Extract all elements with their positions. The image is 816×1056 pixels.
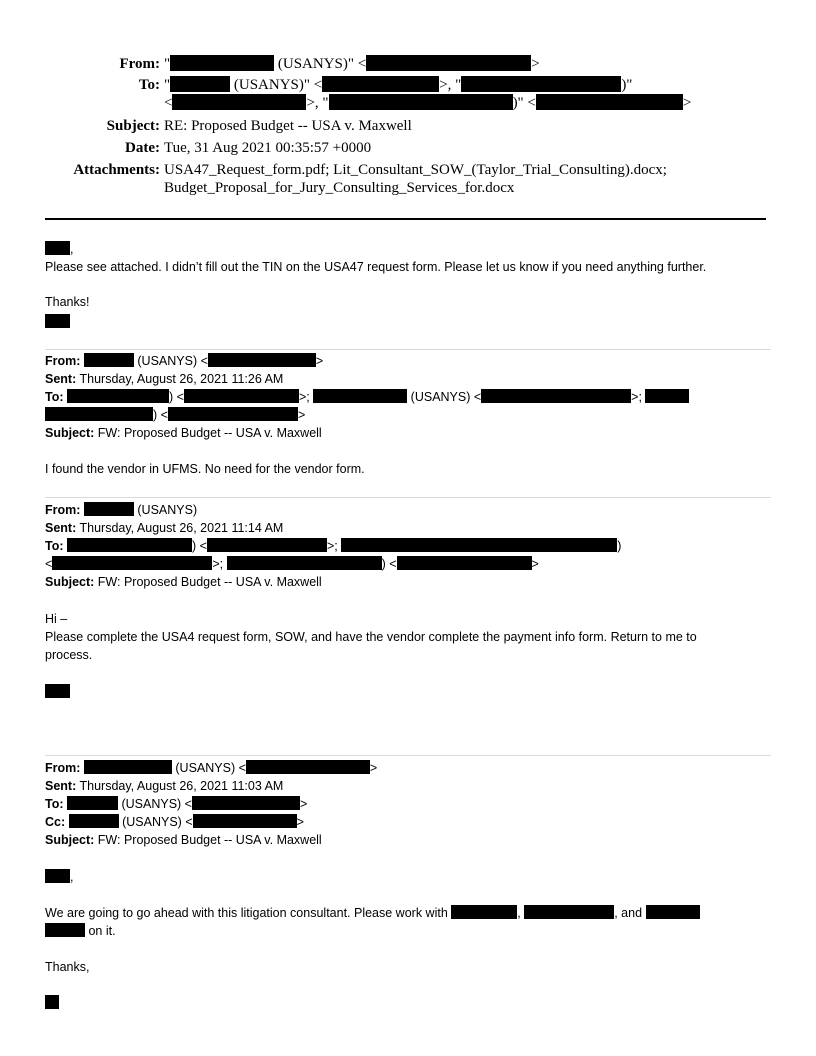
signature-redaction: [45, 314, 70, 328]
message3-body-line2: process.: [45, 648, 93, 662]
header-to-label: To:: [138, 77, 160, 93]
header-date-label: Date:: [125, 140, 160, 156]
header-to-value: " (USANYS)" < >, " )": [164, 77, 633, 93]
message2-to-cont: ) < >: [45, 406, 305, 424]
header-from-value: " (USANYS)" < >: [164, 56, 540, 72]
header-to-label-wrap: [0, 76, 160, 94]
message3-to-cont: < >; ) < >: [45, 557, 539, 571]
message2-subject: Subject: FW: Proposed Budget -- USA v. Maxwell: [45, 426, 322, 440]
redaction: [207, 538, 327, 552]
redaction: [451, 905, 517, 919]
redaction: [52, 556, 212, 570]
message3-greeting: Hi –: [45, 612, 68, 626]
header-date-label-wrap: [0, 139, 160, 157]
message4-body-line2: on it.: [45, 922, 116, 940]
message1-thanks: Thanks!: [45, 295, 90, 309]
message3-sent: Sent: Thursday, August 26, 2021 11:14 AM: [45, 521, 284, 535]
redaction: [69, 814, 119, 828]
redaction: [313, 389, 407, 403]
redaction: [45, 407, 153, 421]
message2-body: I found the vendor in UFMS. No need for the vendor form.: [45, 462, 365, 476]
redaction: [246, 760, 370, 774]
redaction: [481, 389, 631, 403]
redaction: [45, 869, 70, 883]
header-divider: [45, 218, 766, 220]
redaction: [184, 389, 299, 403]
redaction: [366, 55, 531, 71]
message1-body: Please see attached. I didn’t fill out the TIN on the USA47 request form. Please let us know if you need anything further.: [45, 260, 707, 274]
redaction: [341, 538, 617, 552]
redaction: [208, 353, 316, 367]
message3-from: From: (USANYS): [45, 503, 198, 517]
signature-redaction: [45, 684, 70, 698]
redaction: [168, 407, 298, 421]
redaction: [170, 55, 274, 71]
message3-to: To: ) < >; ): [45, 539, 622, 553]
header-to-value-cont: < >, " )" < >: [164, 95, 692, 111]
redaction: [192, 796, 300, 810]
redaction: [84, 502, 134, 516]
message4-cc: Cc: (USANYS) < >: [45, 815, 304, 829]
redaction: [461, 76, 621, 92]
signature-redaction: [45, 995, 59, 1009]
message4-sent: Sent: Thursday, August 26, 2021 11:03 AM: [45, 779, 284, 793]
redaction: [397, 556, 532, 570]
message4-from: From: (USANYS) < >: [45, 761, 378, 775]
message4-body-line1: We are going to go ahead with this litigation consultant. Please work with , , and: [45, 904, 700, 922]
redaction: [646, 905, 700, 919]
header-date-value: Tue, 31 Aug 2021 00:35:57 +0000: [164, 140, 372, 156]
message3-body-line1: Please complete the USA4 request form, SOW, and have the vendor complete the payment info form. Return to me to: [45, 630, 697, 644]
redaction: [67, 538, 192, 552]
message2-from: From: (USANYS) < >: [45, 354, 324, 368]
redaction: [45, 923, 85, 937]
redaction: [67, 389, 169, 403]
message4-greeting: ,: [45, 868, 73, 886]
redaction: [322, 76, 439, 92]
message3-subject: Subject: FW: Proposed Budget -- USA v. Maxwell: [45, 575, 322, 589]
message2-sent: Sent: Thursday, August 26, 2021 11:26 AM: [45, 372, 284, 386]
redaction: [193, 814, 297, 828]
message4-thanks: Thanks,: [45, 960, 90, 974]
message-separator: [45, 497, 771, 498]
header-attachments-label-wrap: [0, 161, 160, 179]
message-separator: [45, 349, 771, 350]
redaction: [84, 353, 134, 367]
message4-subject: Subject: FW: Proposed Budget -- USA v. Maxwell: [45, 833, 322, 847]
redaction: [227, 556, 382, 570]
message-separator: [45, 755, 771, 756]
redaction: [329, 94, 513, 110]
greeting: ,: [45, 240, 73, 258]
redaction: [645, 389, 689, 403]
header-subject-label-wrap: [0, 117, 160, 135]
header-subject-label: Subject:: [106, 118, 160, 134]
attachment-link[interactable]: USA47_Request_form.pdf; Lit_Consultant_SOW_(Taylor_Trial_Consulting).docx;: [164, 162, 667, 178]
message4-to: To: (USANYS) < >: [45, 797, 308, 811]
redaction: [172, 94, 306, 110]
redaction: [45, 241, 70, 255]
redaction: [84, 760, 172, 774]
header-attachments-label: Attachments:: [73, 162, 160, 178]
header-subject-value: RE: Proposed Budget -- USA v. Maxwell: [164, 118, 412, 134]
redaction: [524, 905, 614, 919]
redaction: [67, 796, 118, 810]
redaction: [170, 76, 230, 92]
header-from-label: From:: [119, 56, 160, 72]
attachment-link[interactable]: Budget_Proposal_for_Jury_Consulting_Services_for.docx: [164, 180, 515, 196]
redaction: [536, 94, 683, 110]
header-from-label-wrap: [0, 55, 160, 73]
message2-to: To: ) < >; (USANYS) < >;: [45, 388, 689, 406]
